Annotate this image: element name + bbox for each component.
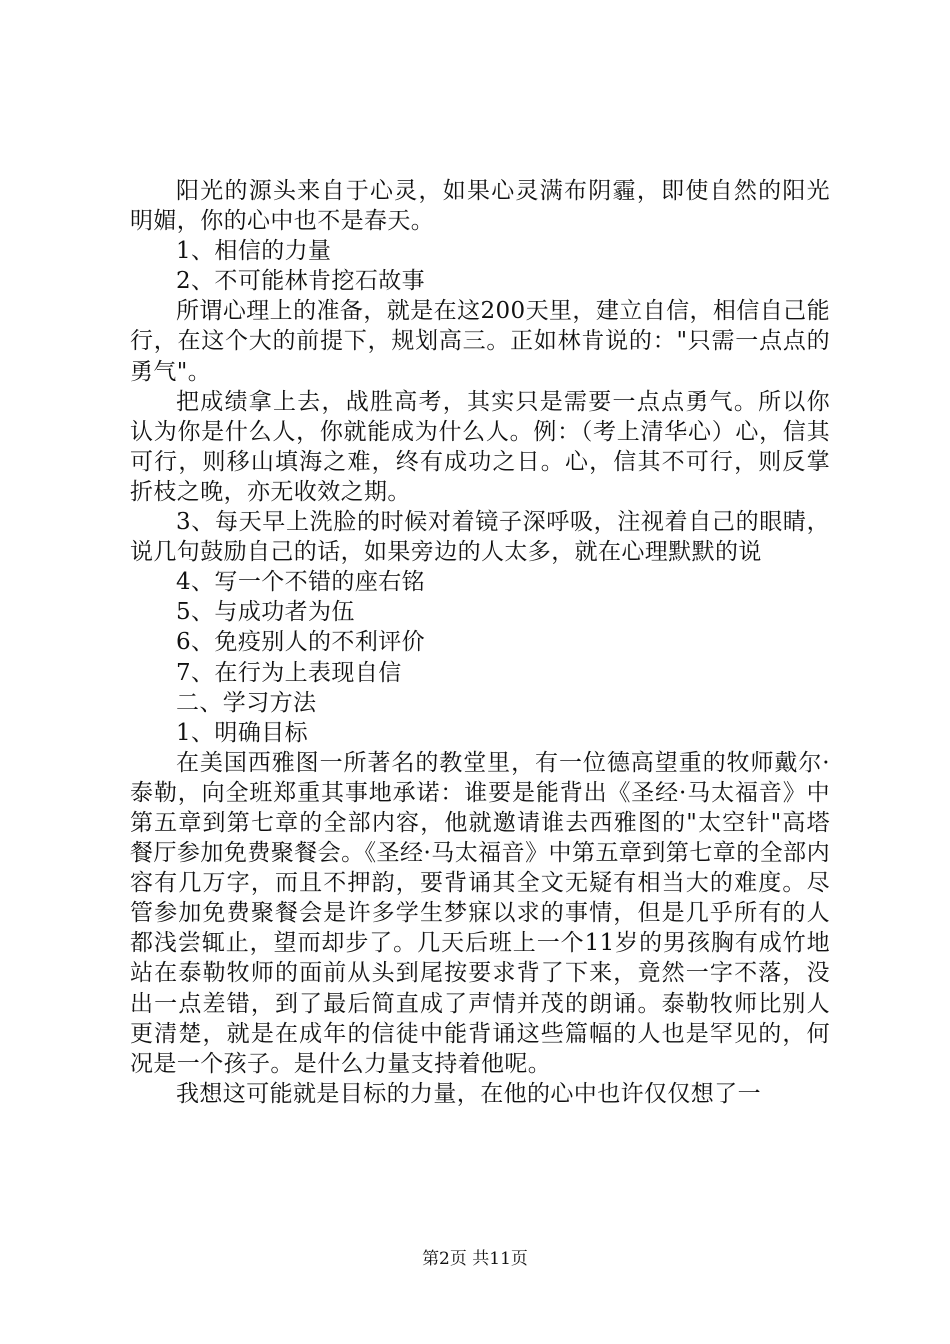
paragraph: 把成绩拿上去，战胜高考，其实只是需要一点点勇气。所以你认为你是什么人，你就能成为什么人。例：（考上清华心）心，信其可行，则移山填海之难，终有成功之日。心，信其不可行，则反掌折枝之晚，亦无收效之期。 <box>130 388 830 505</box>
section-heading: 二、学习方法 <box>176 689 317 716</box>
list-item: 1、相信的力量 <box>176 238 332 265</box>
list-item: 2、不可能林肯挖石故事 <box>176 268 426 295</box>
page-footer: 第2页 共11页 <box>422 1249 528 1269</box>
document-body <box>130 176 830 1109</box>
list-item: 6、免疫别人的不利评价 <box>176 629 426 656</box>
list-item: 7、在行为上表现自信 <box>176 659 402 686</box>
list-item: 4、写一个不错的座右铭 <box>176 569 426 596</box>
paragraph: 在美国西雅图一所著名的教堂里，有一位德高望重的牧师戴尔·泰勒，向全班郑重其事地承诺：谁要是能背出《圣经·马太福音》中第五章到第七章的全部内容，他就邀请谁去西雅图的"太空针"高塔餐厅参加免费聚餐会。《圣经·马太福音》中第五章到第七章的全部内容有几万字，而且不押韵，要背诵其全文无疑有相当大的难度。尽管参加免费聚餐会是许多学生梦寐以求的事情，但是几乎所有的人都浅尝辄止，望而却步了。几天后班上一个11岁的男孩胸有成竹地站在泰勒牧师的面前从头到尾按要求背了下来，竟然一字不落，没出一点差错，到了最后简直成了声情并茂的朗诵。泰勒牧师比别人更清楚，就是在成年的信徒中能背诵这些篇幅的人也是罕见的，何况是一个孩子。是什么力量支持着他呢。 <box>130 749 830 1077</box>
list-item: 5、与成功者为伍 <box>176 599 355 626</box>
paragraph: 所谓心理上的准备，就是在这200天里，建立自信，相信自己能行，在这个大的前提下，规划高三。正如林肯说的："只需一点点的勇气"。 <box>130 298 830 385</box>
paragraph: 阳光的源头来自于心灵，如果心灵满布阴霾，即使自然的阳光明媚，你的心中也不是春天。 <box>130 178 830 235</box>
paragraph: 我想这可能就是目标的力量，在他的心中也许仅仅想了一 <box>176 1080 761 1107</box>
subsection-heading: 1、明确目标 <box>176 719 309 746</box>
list-item: 3、每天早上洗脸的时候对着镜子深呼吸，注视着自己的眼睛，说几句鼓励自己的话，如果旁边的人太多，就在心理默默的说 <box>130 509 830 566</box>
